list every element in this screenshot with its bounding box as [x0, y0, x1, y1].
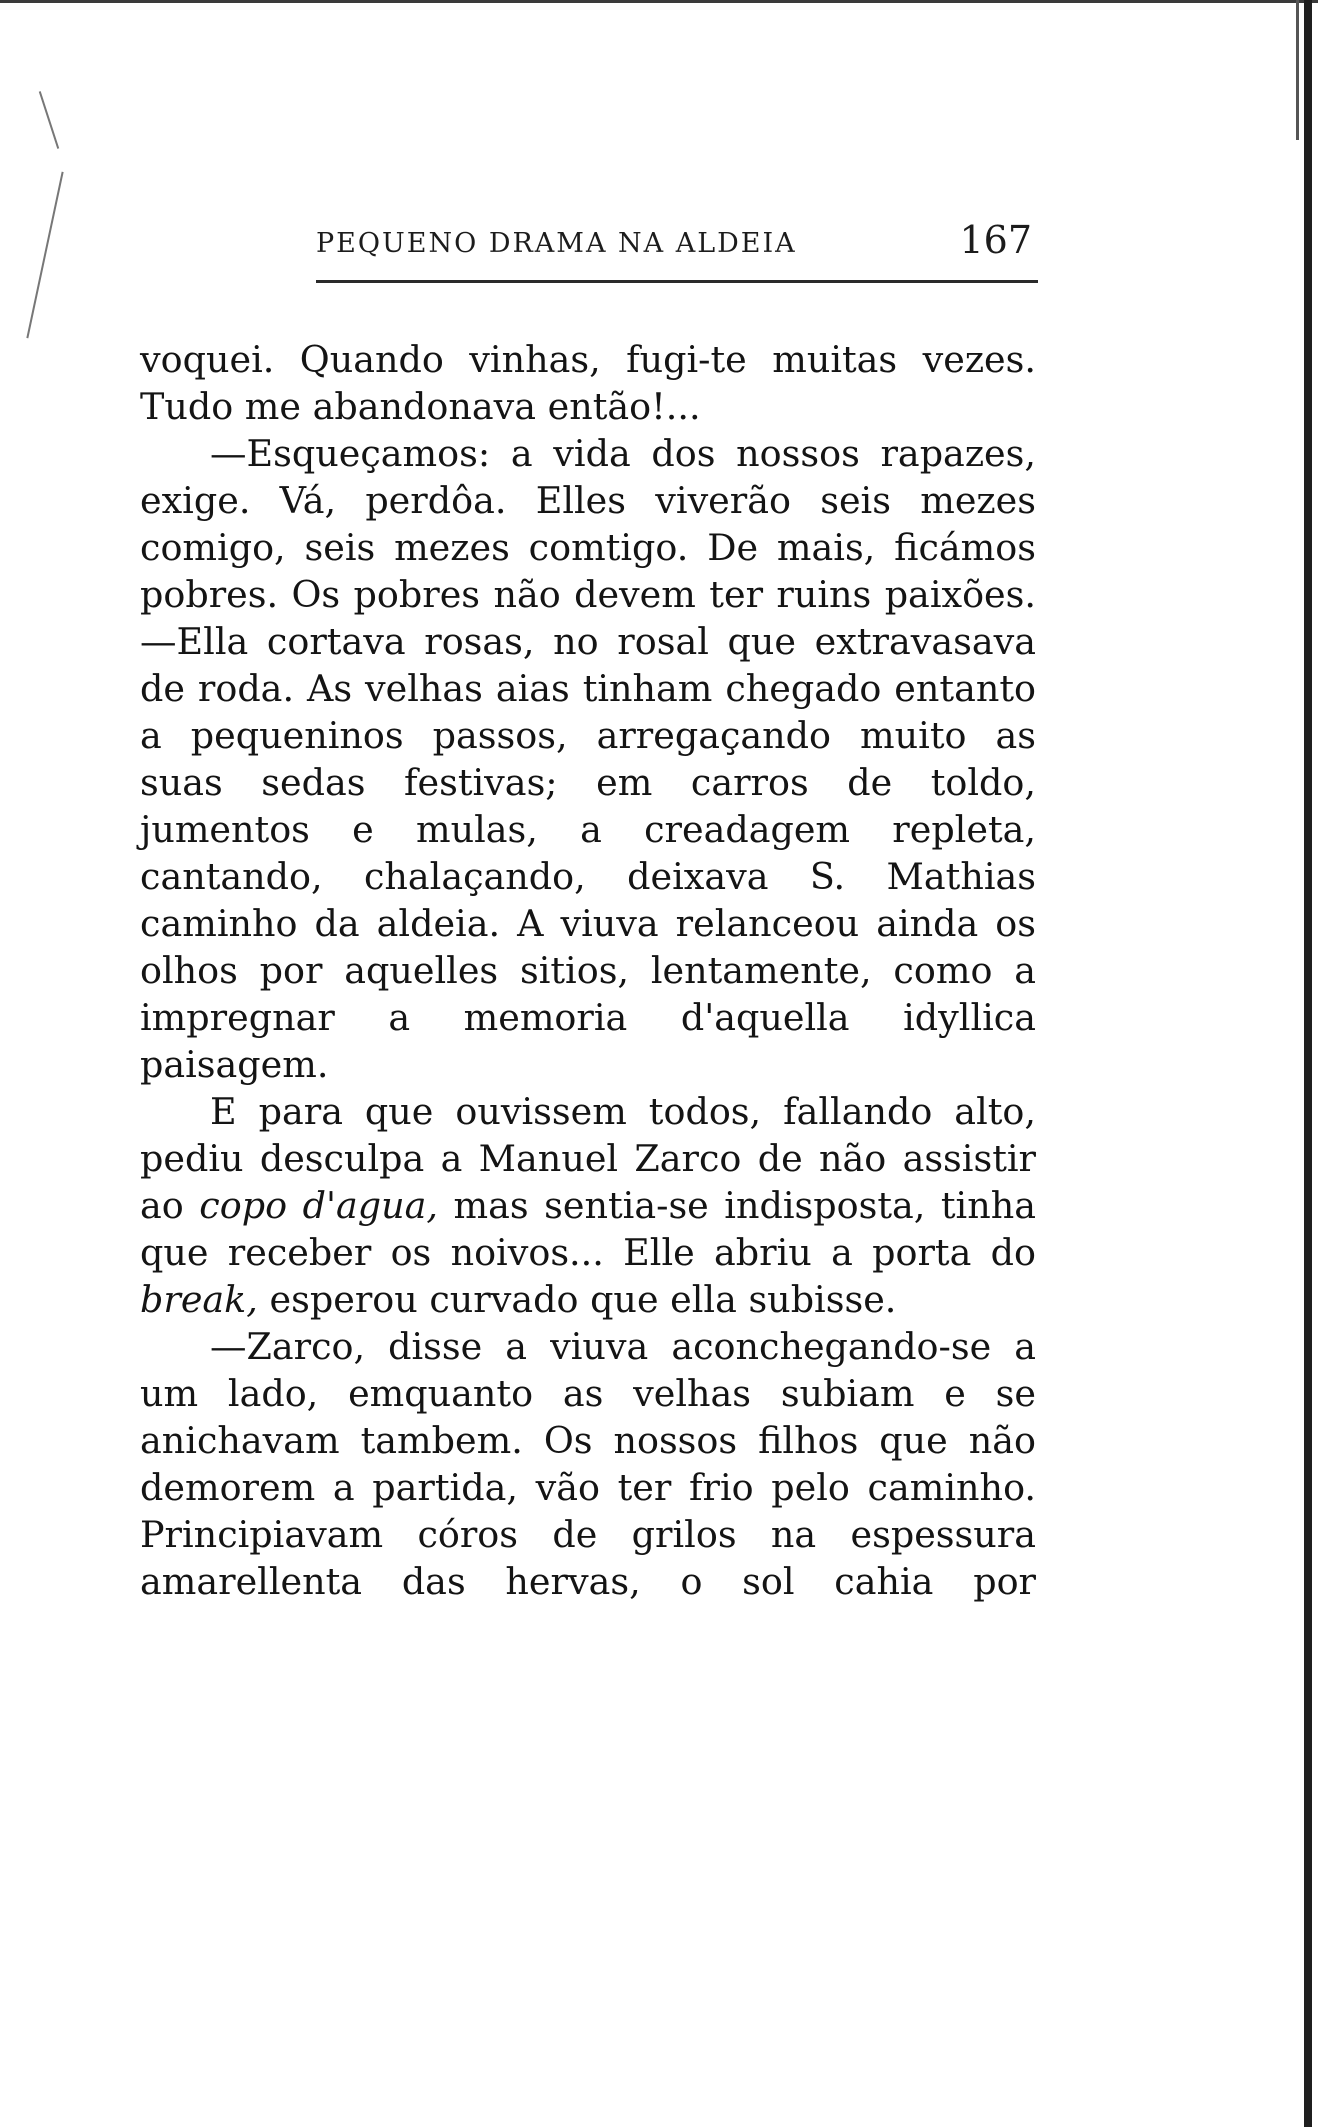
italic-phrase: copo d'agua, [199, 1184, 438, 1227]
page-number: 167 [959, 218, 1032, 262]
paragraph: voquei. Quando vinhas, fugi-te muitas vezes. Tudo me abandonava então!... [140, 338, 1036, 428]
scan-top-edge [0, 0, 1318, 3]
paragraph: —Zarco, disse a viuva aconchegando-se a um lado, emquanto as velhas subiam e se anichavam tambem. Os nossos filhos que não demorem a partida, vão ter frio pelo caminho. Principiavam córos de grilos na espessura amarellenta das hervas, o sol cahia por [140, 1325, 1036, 1603]
scan-right-shadow [1296, 0, 1299, 140]
paragraph-text: esperou curvado que ella subisse. [269, 1278, 897, 1321]
header-rule [316, 280, 1038, 283]
running-title: PEQUENO DRAMA NA ALDEIA [316, 228, 797, 259]
paragraph-text: mas sentia-se indisposta, tinha que receber os noivos... Elle abriu a porta do [140, 1184, 1037, 1274]
running-header [316, 218, 1032, 268]
paragraph: —Esqueçamos: a vida dos nossos rapazes, exige. Vá, perdôa. Elles viverão seis mezes comigo, seis mezes comtigo. De mais, ficámos pobres. Os pobres não devem ter ruins paixões.—Ella cortava rosas, no rosal que extravasava de roda. As velhas aias tinham chegado entanto a pequeninos passos, arregaçando muito as suas sedas festivas; em carros de toldo, jumentos e mulas, a creadagem repleta, cantando, chalaçando, deixava S. Mathias caminho da aldeia. A viuva relanceou ainda os olhos por aquelles sitios, lentamente, como a impregnar a memoria d'aquella idyllica paisagem. [140, 432, 1036, 1086]
body-text [140, 336, 1036, 1605]
paragraph-text: E para que ouvissem todos, fallando alto, pediu desculpa a Manuel Zarco de não assistir ao [140, 1090, 1036, 1227]
scan-mark [39, 91, 59, 149]
paragraph [140, 1088, 1036, 1323]
scan-right-edge [1304, 0, 1312, 2127]
scan-mark [26, 172, 63, 339]
italic-phrase: break, [140, 1278, 258, 1321]
